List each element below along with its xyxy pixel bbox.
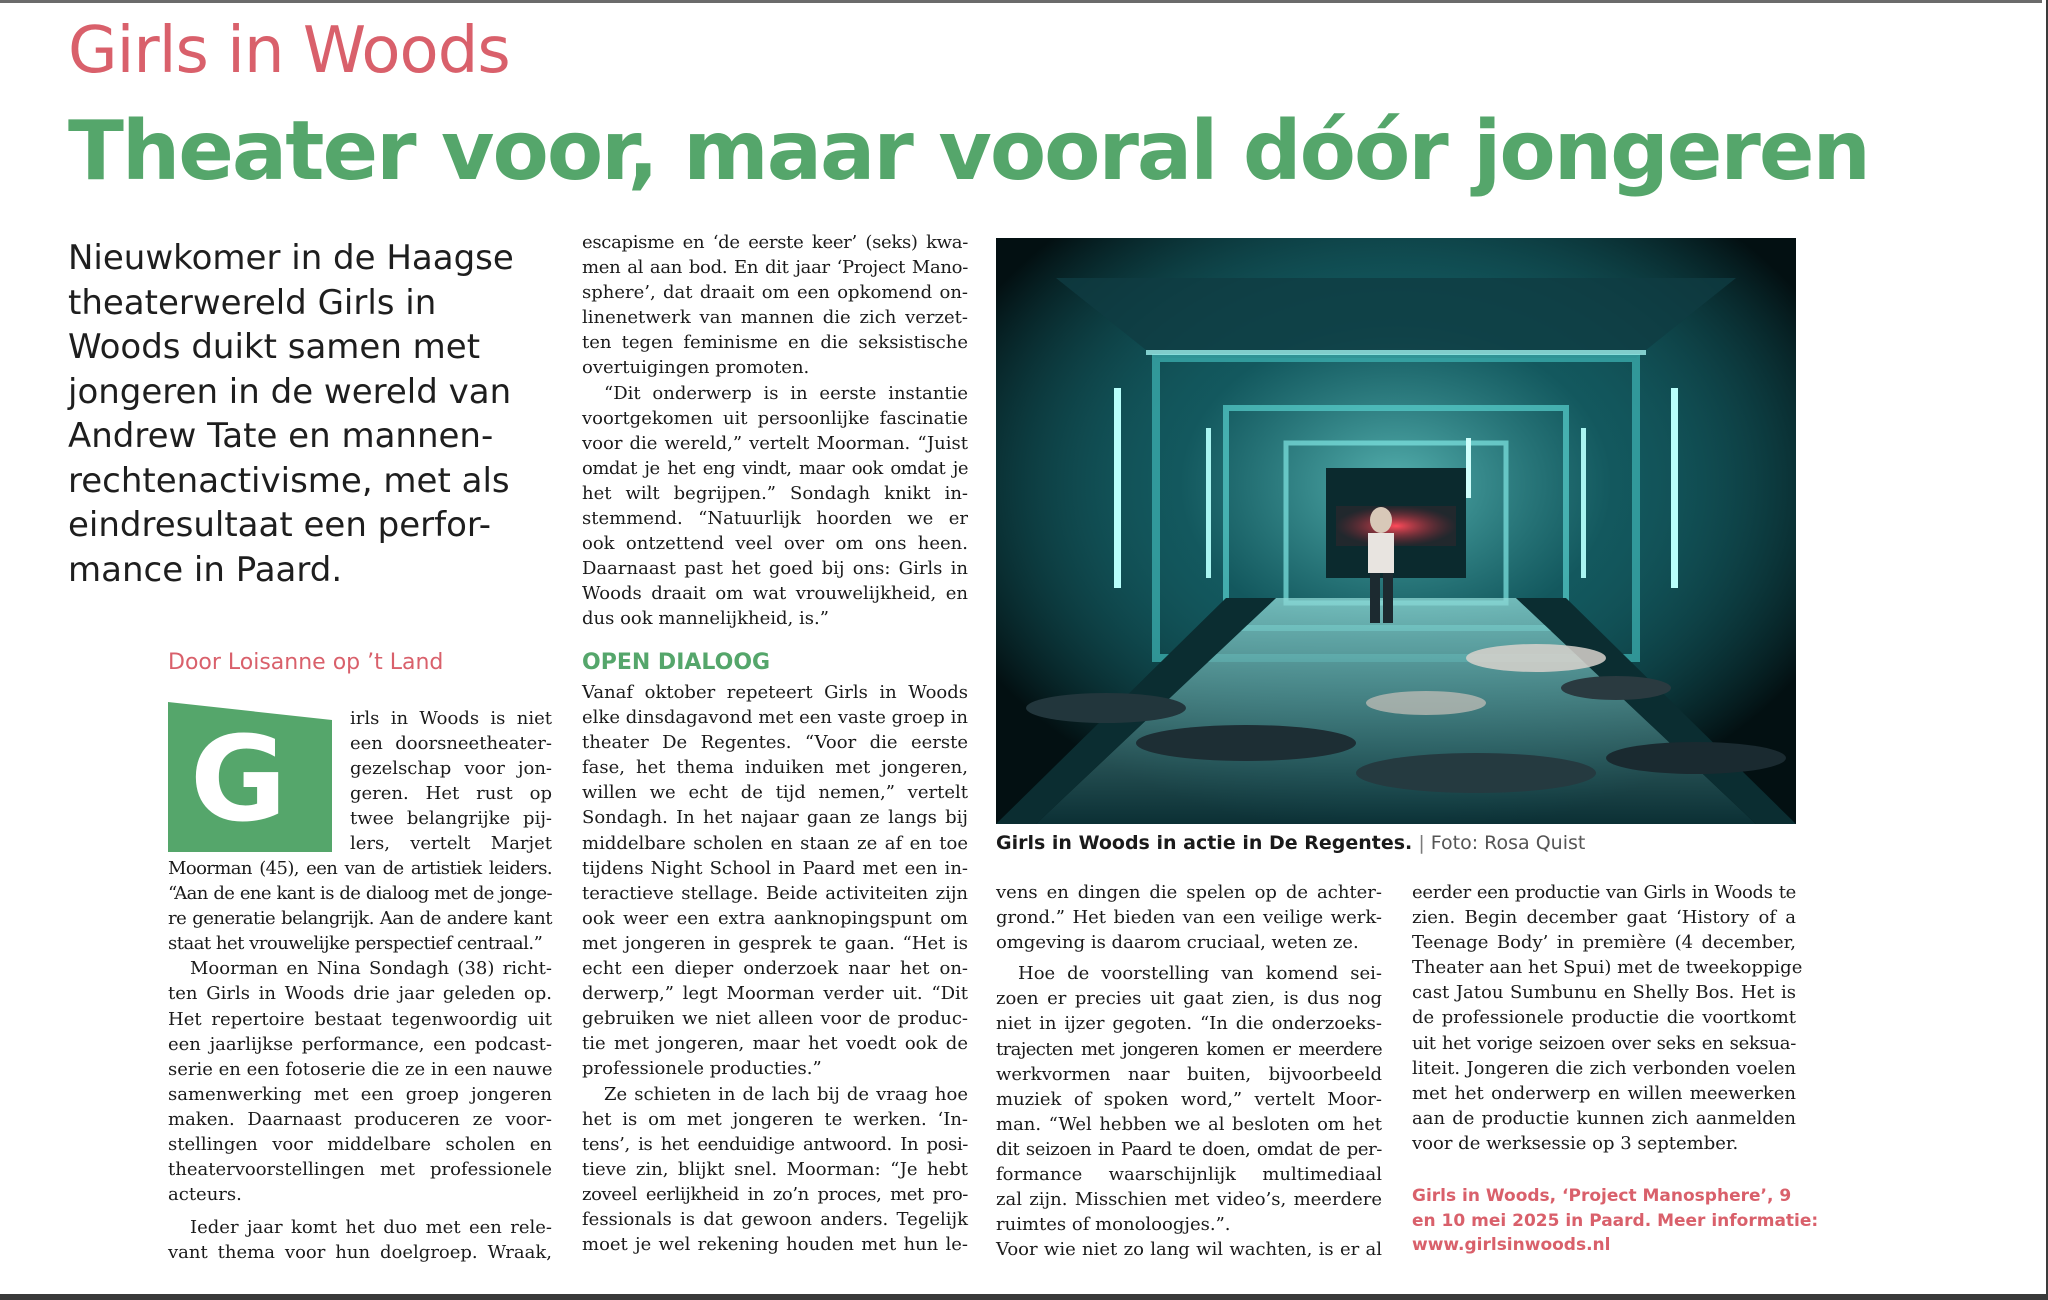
subheading: OPEN DIALOOG [582, 650, 771, 675]
byline: Door Loisanne op ’t Land [168, 650, 444, 675]
body-line: een jaarlijkse performance, een podcast- [168, 1033, 552, 1055]
body-line: stellingen voor middelbare scholen en [168, 1134, 552, 1156]
body-line: echt een dieper onderzoek naar het on- [582, 958, 968, 980]
body-line: een doorsneetheater- [350, 733, 552, 755]
column-2-bottom [582, 680, 968, 1257]
body-line: tijdens Night School in Paard met een in- [582, 857, 968, 879]
body-line: voortgekomen uit persoonlijke fascinatie [582, 407, 968, 429]
column-4 [1412, 880, 1803, 1156]
body-line: moet je wel rekening houden met hun le- [582, 1234, 968, 1256]
body-line: ruimtes of monoloogjes.”. [996, 1214, 1231, 1236]
body-line: maken. Daarnaast produceren ze voor- [168, 1108, 552, 1130]
body-line: zien. Begin december gaat ‘History of a [1412, 907, 1796, 929]
theater-photo [996, 238, 1796, 824]
column-1-continued [168, 856, 552, 1266]
event-info-line: en 10 mei 2025 in Paard. Meer informatie: [1412, 1210, 1819, 1231]
event-info-line: Girls in Woods, ‘Project Manosphere’, 9 [1412, 1186, 1792, 1206]
body-line: Hoe de voorstelling van komend sei- [1018, 963, 1382, 985]
body-line: gebruiken we niet alleen voor de produc- [582, 1008, 968, 1030]
body-line: elke dinsdagavond met een vaste groep in [582, 707, 968, 729]
body-line: theater De Regentes. “Voor die eerste [582, 732, 968, 754]
article-headline: Theater voor, maar vooral dóór jongeren [68, 104, 1869, 199]
body-line: Daarnaast past het goed bij ons: Girls in [582, 558, 968, 580]
body-line: acteurs. [168, 1184, 242, 1206]
body-line: eerder een productie van Girls in Woods te [1412, 882, 1796, 903]
body-line: omdat je het eng vindt, maar ook omdat je [582, 457, 968, 479]
event-info-box [1412, 1184, 1818, 1258]
body-line: Moorman en Nina Sondagh (38) richt- [190, 958, 552, 980]
intro-line: eindresultaat een perfor- [68, 505, 492, 545]
body-line: staat het vrouwelijke perspectief centraal.” [168, 933, 543, 955]
body-line: tens’, is het eenduidige antwoord. In posi- [582, 1133, 968, 1155]
body-line: cast Jatou Sumbunu en Shelly Bos. Het is [1412, 982, 1796, 1004]
body-line: samenwerking met een groep jongeren [168, 1083, 552, 1105]
body-line: Het repertoire bestaat tegenwoordig uit [168, 1008, 552, 1030]
body-line: liteit. Jongeren die zich verbonden voelen [1412, 1057, 1796, 1079]
body-line: professionele producties.” [582, 1058, 822, 1080]
body-line: fase, het thema induiken met jongeren, [582, 757, 968, 779]
intro-line: Nieuwkomer in de Haagse [68, 238, 514, 278]
intro-line: theaterwereld Girls in [68, 282, 437, 323]
body-line: sphere’, dat draait om een opkomend on- [582, 282, 968, 304]
body-line: gezelschap voor jon- [350, 758, 552, 780]
column-3 [996, 880, 1382, 1262]
body-line: irls in Woods is niet [350, 708, 552, 729]
body-line: Ze schieten in de lach bij de vraag hoe [604, 1083, 968, 1105]
theater-photo-illustration [996, 238, 1796, 824]
body-line: twee belangrijke pij- [350, 808, 552, 830]
body-line: “Dit onderwerp is in eerste instantie [604, 382, 968, 404]
column-1 [350, 706, 552, 857]
column-2-top [582, 230, 968, 632]
body-line: serie en een fotoserie die ze in een nauwe [168, 1058, 553, 1080]
body-line: fessionals is dat gewoon anders. Tegelijk [582, 1208, 968, 1230]
body-line: man. “Wel hebben we al besloten om het [996, 1113, 1382, 1135]
intro-line: mance in Paard. [68, 549, 343, 590]
body-line: willen we echt de tijd nemen,” vertelt [582, 782, 968, 804]
body-line: geren. Het rust op [350, 783, 552, 805]
photo-credit: Foto: Rosa Quist [1430, 832, 1586, 854]
dropcap [168, 702, 332, 852]
body-line: derwerp,” legt Moorman verder uit. “Dit [582, 983, 968, 1005]
body-line: voor de werksessie op 3 september. [1412, 1132, 1739, 1154]
body-line: teractieve stellage. Beide activiteiten zijn [582, 882, 968, 904]
caption-title: Girls in Woods in actie in De Regentes. [996, 832, 1413, 854]
body-line: tie met jongeren, maar het voedt ook de [582, 1033, 968, 1055]
dropcap-letter: G [190, 710, 287, 848]
body-line: het is om met jongeren te werken. ‘In- [582, 1108, 968, 1130]
body-line: uit het vorige seizoen over seks en seksua- [1412, 1032, 1796, 1054]
body-line: Sondagh. In het najaar gaan ze langs bij [582, 807, 968, 829]
body-line: aan de productie kunnen zich aanmelden [1412, 1107, 1796, 1129]
intro-line: jongeren in de wereld van [68, 371, 512, 412]
body-line: re generatie belangrijk. Aan de andere kant [168, 908, 552, 930]
page-bottom-border [0, 1294, 2048, 1300]
body-line: formance waarschijnlijk multimediaal [996, 1164, 1382, 1186]
caption-separator: | [1418, 832, 1425, 854]
body-line: grond.” Het bieden van een veilige werk- [996, 907, 1382, 929]
body-line: men al aan bod. En dit jaar ‘Project Mano- [582, 257, 968, 279]
photo-caption [996, 832, 1585, 854]
body-line: overtuigingen promoten. [582, 357, 810, 379]
body-line: Ieder jaar komt het duo met een rele- [190, 1217, 552, 1239]
body-line: Woods draait om wat vrouwelijkheid, en [582, 583, 968, 605]
body-line: ook ontzettend veel over om ons heen. [582, 533, 968, 555]
body-line: muziek of spoken word,” vertelt Moor- [996, 1088, 1382, 1110]
body-line: Moorman (45), een van de artistiek leiders. [168, 858, 552, 879]
body-line: Vanaf oktober repeteert Girls in Woods [582, 682, 968, 703]
event-website-link[interactable]: www.girlsinwoods.nl [1412, 1235, 1611, 1255]
body-line: trajecten met jongeren komen er meerdere [996, 1038, 1382, 1060]
body-line: vens en dingen die spelen op de achter- [996, 882, 1382, 903]
body-line: theatervoorstellingen met professionele [168, 1159, 552, 1181]
body-line: “Aan de ene kant is de dialoog met de jonge- [168, 883, 552, 905]
body-line: linenetwerk van mannen die zich verzet- [582, 307, 968, 329]
body-line: Voor wie niet zo lang wil wachten, is er al [996, 1239, 1382, 1261]
body-line: middelbare scholen en staan ze af en toe [582, 832, 968, 854]
page-top-border [0, 0, 2048, 3]
article-intro [68, 236, 568, 592]
intro-line: Andrew Tate en mannen- [68, 416, 494, 456]
body-line: escapisme en ‘de eerste keer’ (seks) kwa- [582, 232, 968, 253]
body-line: met het onderwerp en willen meewerken [1412, 1082, 1796, 1104]
body-line: Theater aan het Spui) met de tweekoppige [1412, 957, 1803, 979]
body-line: voor die wereld,” vertelt Moorman. “Juist [582, 432, 968, 454]
body-line: met jongeren in gesprek te gaan. “Het is [582, 932, 968, 954]
body-line: stemmend. “Natuurlijk hoorden we er [582, 508, 968, 530]
intro-line: rechtenactivisme, met als [68, 460, 510, 501]
body-line: omgeving is daarom cruciaal, weten ze. [996, 932, 1359, 954]
body-line: lers, vertelt Marjet [350, 833, 552, 855]
body-line: zal zijn. Misschien met video’s, meerdere [996, 1189, 1382, 1211]
body-line: tieve zin, blijkt snel. Moorman: “Je hebt [582, 1158, 968, 1180]
body-line: dus ook mannelijkheid, is.” [582, 608, 829, 630]
section-kicker: Girls in Woods [68, 14, 510, 88]
body-line: zoen er precies uit gaat zien, is dus nog [996, 988, 1382, 1010]
body-line: werkvormen naar buiten, bijvoorbeeld [996, 1063, 1382, 1085]
body-line: het wilt begrijpen.” Sondagh knikt in- [582, 482, 968, 504]
body-line: ten tegen feminisme en die seksistische [582, 332, 968, 354]
intro-line: Woods duikt samen met [68, 327, 481, 367]
body-line: Teenage Body’ in première (4 december, [1412, 932, 1796, 954]
body-line: de professionele productie die voortkomt [1412, 1007, 1796, 1029]
body-line: zoveel eerlijkheid in zo’n proces, met pro- [582, 1183, 968, 1205]
body-line: ten Girls in Woods drie jaar geleden op. [168, 983, 552, 1005]
body-line: vant thema voor hun doelgroep. Wraak, [168, 1242, 552, 1264]
body-line: ook weer een extra aanknopingspunt om [582, 907, 968, 929]
body-line: niet in ijzer gegoten. “In die onderzoeks- [996, 1013, 1382, 1035]
body-line: dit seizoen in Paard te doen, omdat de per- [996, 1138, 1382, 1160]
